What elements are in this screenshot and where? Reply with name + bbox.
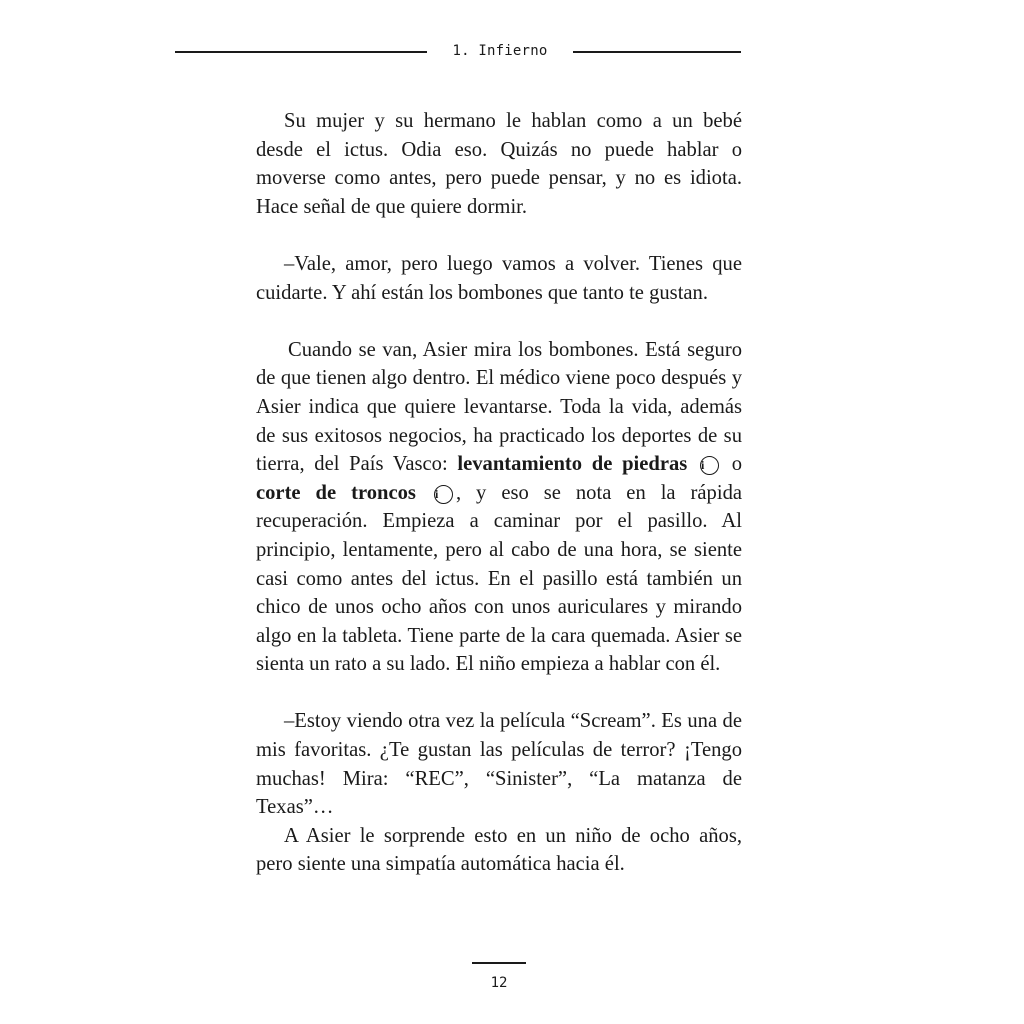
body-text — [256, 107, 742, 879]
paragraph-1: Su mujer y su hermano le hablan como a un bebé desde el ictus. Odia eso. Quizás no puede hablar o moverse como antes, pero puede pensar, y no es idiota. Hace señal de que quiere dormir. — [256, 110, 742, 218]
page-number: 12 — [490, 975, 508, 991]
paragraph-3 — [256, 336, 742, 679]
header-rule-right — [573, 51, 741, 53]
chapter-running-head: 1. Infierno — [452, 43, 548, 59]
glossary-term-levantamiento[interactable]: levantamiento de piedras — [457, 453, 688, 476]
paragraph-2-dialogue: –Vale, amor, pero luego vamos a volver. Tienes que cuidarte. Y ahí están los bombones que tanto te gustan. — [256, 252, 742, 304]
glossary-term-corte[interactable]: corte de troncos — [256, 481, 416, 504]
footer-rule — [472, 962, 526, 964]
info-icon[interactable]: i — [434, 485, 453, 504]
header-rule-left — [175, 51, 427, 53]
paragraph-3-text-b: , y eso se nota en la rápida recuperación. Empieza a caminar por el pasillo. Al principio, lentamente, pero al cabo de una hora, se siente casi como antes del ictus. En el pasillo está también un chico de unos ocho años con unos auriculares y mirando algo en la tableta. Tiene parte de la cara quemada. Asier se sienta un rato a su lado. El niño empieza a hablar con él. — [256, 481, 743, 676]
info-icon[interactable]: i — [700, 456, 719, 475]
joiner-text: o — [722, 453, 742, 476]
paragraph-5: A Asier le sorprende esto en un niño de ocho años, pero siente una simpatía automática hacia él. — [256, 824, 742, 876]
paragraph-3-text-a: Cuando se van, Asier mira los bombones. Está seguro de que tienen algo dentro. El médico viene poco después y Asier indica que quiere levantarse. Toda la vida, además de sus exitosos negocios, ha practicado los deportes de su tierra, del País Vasco: — [256, 338, 742, 476]
paragraph-4-dialogue: –Estoy viendo otra vez la película “Scream”. Es una de mis favoritas. ¿Te gustan las películas de terror? ¡Tengo muchas! Mira: “REC”, “Sinister”, “La matanza de Texas”… — [256, 710, 742, 819]
